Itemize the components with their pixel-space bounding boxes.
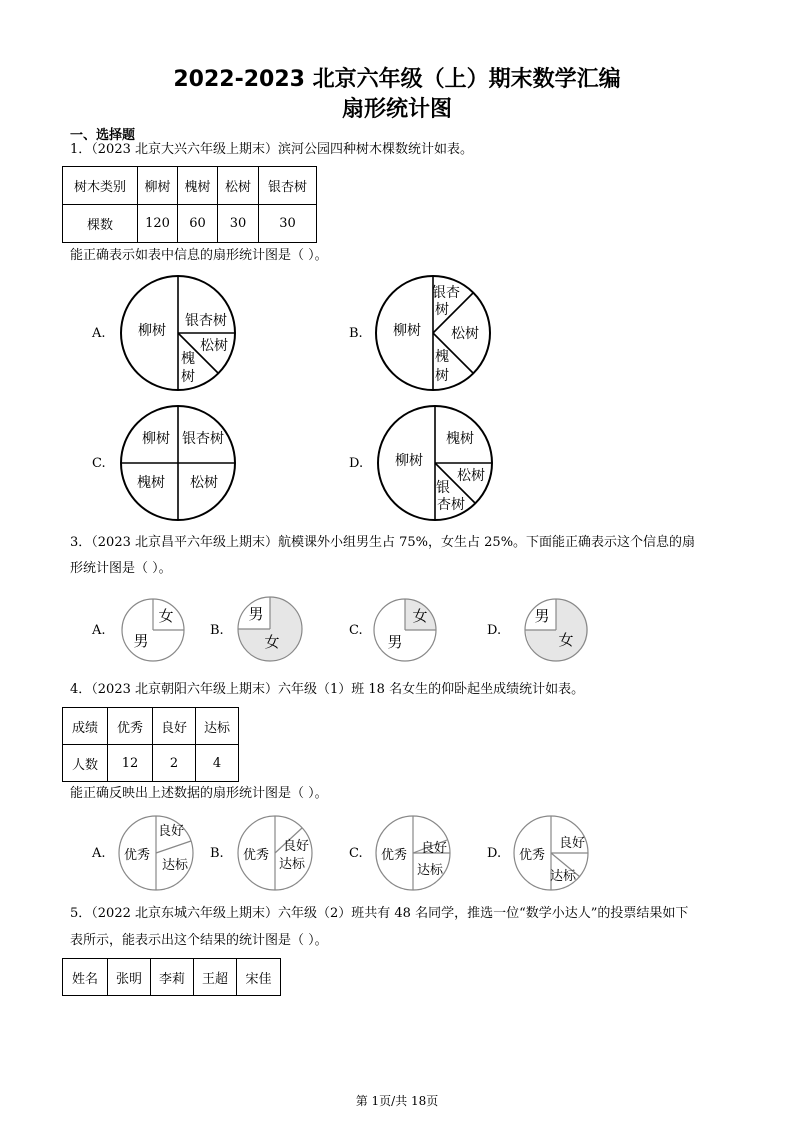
q4-table-cell: 人数 (63, 745, 108, 782)
pie-label: 女 (264, 633, 280, 651)
pie-label: 良好 (157, 824, 185, 839)
q3-option-b-pie[interactable] (236, 595, 304, 663)
pie-label: 槐 (435, 349, 449, 365)
pie-label: 优秀 (242, 848, 270, 863)
q4-option-c-pie[interactable] (374, 814, 452, 892)
pie-label: 树 (435, 368, 449, 384)
pie-label: 达标 (416, 863, 444, 878)
q4-table-header: 良好 (153, 708, 196, 745)
pie-label: 松树 (457, 468, 485, 484)
page-footer: 第 1页/共 18页 (355, 1094, 439, 1108)
q3-option-a-pie[interactable] (120, 597, 186, 663)
q1-table-header: 松树 (218, 167, 259, 205)
pie-label: 银杏树 (182, 431, 224, 447)
q1-table-cell: 60 (178, 205, 218, 243)
pie-label: 达标 (549, 869, 577, 884)
q5-stem-line2: 表所示，能表示出这个结果的统计图是（ ）。 (70, 933, 328, 948)
pie-label: 优秀 (123, 848, 151, 863)
pie-label: 男 (248, 605, 264, 623)
pie-label: 男 (133, 632, 149, 650)
q4-table-cell: 2 (153, 745, 196, 782)
pie-label: 槐 (181, 351, 195, 367)
q1-table-cell: 棵数 (63, 205, 138, 243)
pie-label: 优秀 (380, 848, 408, 863)
q4-table-cell: 4 (196, 745, 239, 782)
q4-table-header: 优秀 (108, 708, 153, 745)
q3-option-c-label[interactable]: C. (349, 623, 363, 638)
pie-label: 树 (181, 369, 195, 385)
pie-label: 良好 (420, 841, 448, 856)
q4-option-d-label[interactable]: D. (487, 846, 502, 861)
pie-label: 柳树 (395, 453, 423, 469)
q4-option-a-pie[interactable] (117, 814, 195, 892)
page-title: 2022-2023 北京六年级（上）期末数学汇编 (173, 67, 621, 92)
pie-label: 女 (558, 631, 574, 649)
q5-table-header: 王超 (194, 959, 237, 996)
q1-table-header: 银杏树 (259, 167, 317, 205)
q5-table (62, 958, 281, 996)
q1-table (62, 166, 317, 243)
q1-option-b-label[interactable]: B. (349, 326, 363, 341)
q1-prompt: 能正确表示如表中信息的扇形统计图是（ ）。 (70, 248, 328, 263)
q1-table-cell: 30 (218, 205, 259, 243)
q5-table-header: 姓名 (63, 959, 108, 996)
q1-table-cell: 30 (259, 205, 317, 243)
q3-option-a-label[interactable]: A. (92, 623, 106, 638)
q3-option-d-label[interactable]: D. (487, 623, 502, 638)
pie-label: 槐树 (446, 431, 474, 447)
q5-table-header: 宋佳 (237, 959, 281, 996)
q5-stem-line1: 5．（2022 北京东城六年级上期末）六年级（2）班共有 48 名同学，推选一位“数学小达人”的投票结果如下 (70, 906, 689, 921)
q1-option-d-pie[interactable] (375, 405, 497, 523)
q4-prompt: 能正确反映出上述数据的扇形统计图是（ ）。 (70, 786, 328, 801)
pie-label: 良好 (282, 839, 310, 854)
q4-table-header: 达标 (196, 708, 239, 745)
q4-option-c-label[interactable]: C. (349, 846, 363, 861)
q4-table-cell: 12 (108, 745, 153, 782)
q1-option-a-label[interactable]: A. (92, 326, 106, 341)
pie-label: 树 (435, 302, 449, 318)
pie-label: 银 (436, 480, 450, 496)
q1-stem: 1．（2023 北京大兴六年级上期末）滨河公园四种树木棵数统计如表。 (70, 142, 473, 157)
q4-table-header: 成绩 (63, 708, 108, 745)
q3-option-b-label[interactable]: B. (210, 623, 224, 638)
pie-label: 银杏树 (185, 313, 227, 329)
page-subtitle: 扇形统计图 (341, 97, 452, 122)
pie-label: 松树 (451, 326, 479, 342)
q3-stem-line1: 3．（2023 北京昌平六年级上期末）航模课外小组男生占 75%，女生占 25%。下面能正确表示这个信息的扇 (70, 535, 696, 550)
pie-label: 优秀 (518, 848, 546, 863)
pie-label: 柳树 (142, 431, 170, 447)
section-heading: 一、选择题 (70, 128, 136, 143)
pie-label: 松树 (200, 338, 228, 354)
pie-label: 达标 (161, 858, 189, 873)
q5-table-header: 张明 (108, 959, 151, 996)
q1-table-header: 树木类别 (63, 167, 138, 205)
pie-label: 柳树 (138, 323, 166, 339)
q4-option-b-label[interactable]: B. (210, 846, 224, 861)
q4-option-b-pie[interactable] (236, 814, 314, 892)
q3-stem-line2: 形统计图是（ ）。 (70, 561, 172, 576)
q1-table-header: 槐树 (178, 167, 218, 205)
q1-option-a-pie[interactable] (118, 275, 240, 393)
pie-label: 杏树 (437, 497, 465, 513)
q1-option-c-pie[interactable] (118, 405, 240, 523)
q4-table (62, 707, 239, 782)
q1-option-b-pie[interactable] (372, 275, 494, 393)
pie-label: 女 (158, 607, 174, 625)
q4-option-d-pie[interactable] (512, 814, 590, 892)
pie-label: 柳树 (393, 323, 421, 339)
pie-label: 男 (387, 633, 403, 651)
pie-label: 男 (534, 607, 550, 625)
q1-option-c-label[interactable]: C. (92, 456, 106, 471)
q3-option-c-pie[interactable] (372, 597, 438, 663)
pie-label: 女 (412, 607, 428, 625)
q1-table-cell: 120 (138, 205, 178, 243)
q1-option-d-label[interactable]: D. (349, 456, 364, 471)
q5-table-header: 李莉 (151, 959, 194, 996)
pie-label: 银杏 (432, 285, 460, 301)
pie-label: 达标 (278, 857, 306, 872)
q3-option-d-pie[interactable] (522, 597, 590, 663)
q4-option-a-label[interactable]: A. (92, 846, 106, 861)
q4-stem: 4．（2023 北京朝阳六年级上期末）六年级（1）班 18 名女生的仰卧起坐成绩统计如表。 (70, 682, 585, 697)
pie-label: 槐树 (137, 475, 165, 491)
pie-label: 松树 (190, 475, 218, 491)
pie-label: 良好 (558, 836, 586, 851)
q1-table-header: 柳树 (138, 167, 178, 205)
